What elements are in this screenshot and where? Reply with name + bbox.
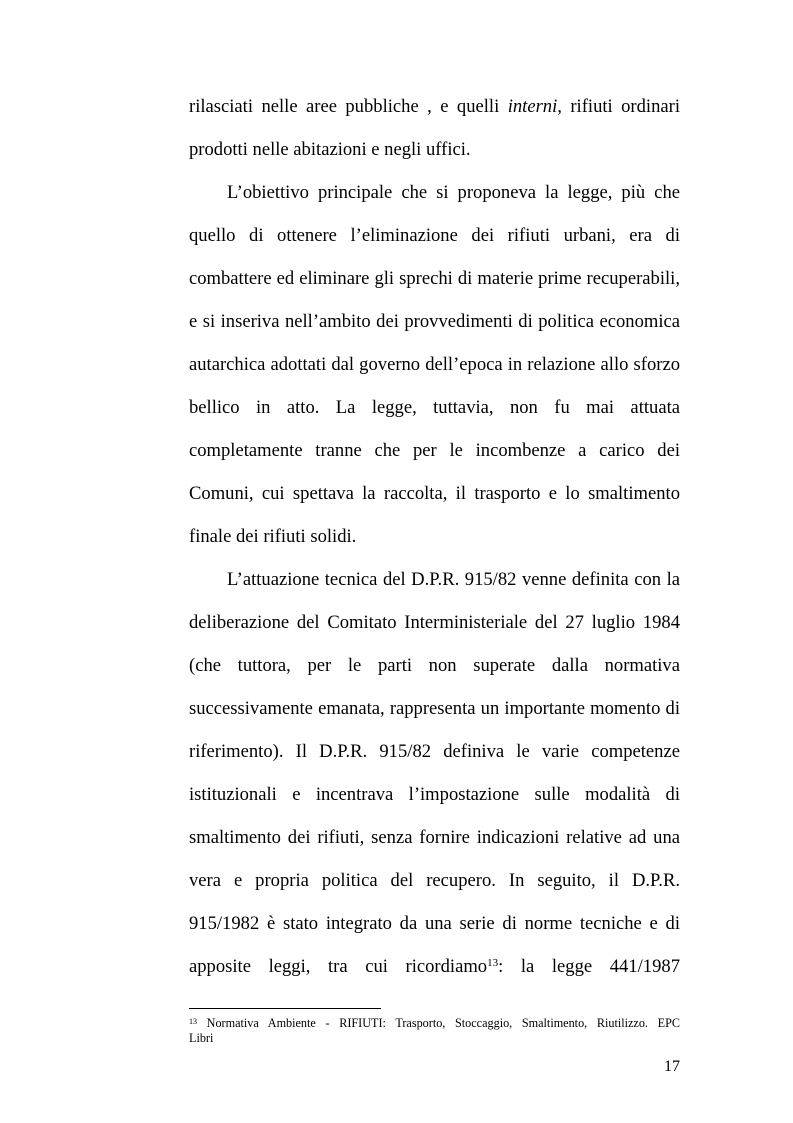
paragraph-first-line: L’attuazione tecnica del D.P.R. 915/82 venne definita con la	[227, 569, 680, 590]
footnote-reference[interactable]: 13	[487, 957, 499, 969]
body-text-line	[189, 955, 680, 979]
body-text-line	[189, 95, 680, 119]
footnote-text-line	[189, 1016, 680, 1031]
body-text-line: finale dei rifiuti solidi.	[189, 526, 357, 547]
text-run: Normativa Ambiente - RIFIUTI: Trasporto, Stoccaggio, Smaltimento, Riutilizzo. EPC	[197, 1016, 680, 1030]
body-text-line: prodotti nelle abitazioni e negli uffici.	[189, 139, 471, 160]
body-text-line: Comuni, cui spettava la raccolta, il trasporto e lo smaltimento	[189, 483, 680, 504]
text-run: rilasciati nelle aree pubbliche , e quelli	[189, 96, 508, 117]
body-text-line: bellico in atto. La legge, tuttavia, non fu mai attuata	[189, 397, 680, 418]
body-text-line: vera e propria politica del recupero. In seguito, il D.P.R.	[189, 870, 680, 891]
body-text-line: istituzionali e incentrava l’impostazione sulle modalità di	[189, 784, 680, 805]
body-text-line: e si inseriva nell’ambito dei provvedimenti di politica economica	[189, 311, 680, 332]
body-text-line: quello di ottenere l’eliminazione dei rifiuti urbani, era di	[189, 225, 680, 246]
body-text-line: 915/1982 è stato integrato da una serie di norme tecniche e di	[189, 913, 680, 934]
body-text-line: riferimento). Il D.P.R. 915/82 definiva le varie competenze	[189, 741, 680, 762]
text-run: apposite leggi, tra cui ricordiamo	[189, 956, 488, 977]
text-run: : la legge 441/1987	[498, 956, 680, 977]
footnote-separator	[189, 1008, 381, 1009]
footnote-text-line: Libri	[189, 1031, 214, 1045]
page-number: 17	[664, 1058, 680, 1075]
body-text-line: smaltimento dei rifiuti, senza fornire indicazioni relative ad una	[189, 827, 680, 848]
footnote-number: 13	[189, 1017, 197, 1026]
body-text-line: autarchica adottati dal governo dell’epoca in relazione allo sforzo	[189, 354, 680, 375]
body-text-line: combattere ed eliminare gli sprechi di materie prime recuperabili,	[189, 268, 680, 289]
body-text-line: (che tuttora, per le parti non superate dalla normativa	[189, 655, 680, 676]
paragraph-first-line: L’obiettivo principale che si proponeva la legge, più che	[227, 182, 680, 203]
body-text-line: deliberazione del Comitato Interministeriale del 27 luglio 1984	[189, 612, 680, 633]
text-run: rifiuti ordinari	[561, 96, 680, 117]
italic-term: interni,	[507, 96, 562, 117]
body-text-line: completamente tranne che per le incombenze a carico dei	[189, 440, 680, 461]
body-text-line: successivamente emanata, rappresenta un importante momento di	[189, 698, 680, 719]
